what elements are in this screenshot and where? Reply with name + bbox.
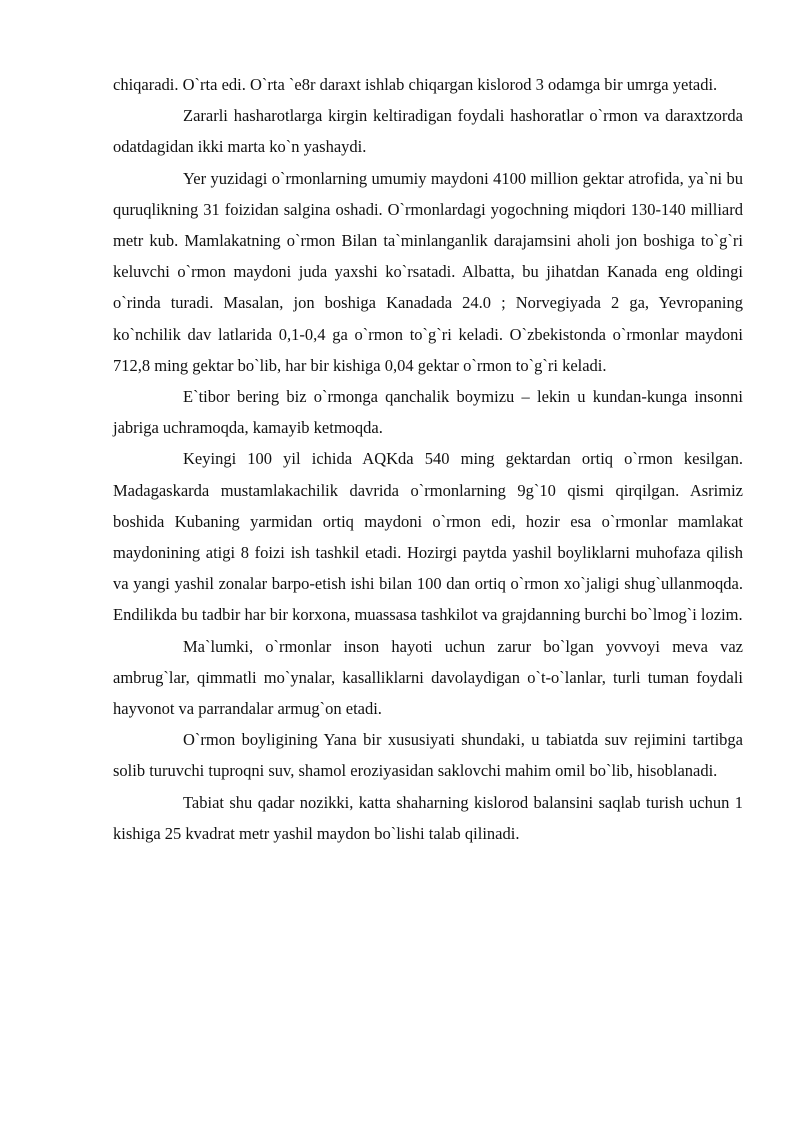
paragraph-8: Tabiat shu qadar nozikki, katta shaharning kislorod balansini saqlab turish uchun 1 kishiga 25 kvadrat metr yashil maydon bo`lishi talab qilinadi. bbox=[113, 792, 743, 843]
paragraph-1: chiqaradi. O`rta edi. O`rta `e8r daraxt ishlab chiqargan kislorod 3 odamga bir umrga yetadi. bbox=[113, 75, 718, 94]
paragraph-6: Ma`lumki, o`rmonlar inson hayoti uchun zarur bo`lgan yovvoyi meva vaz ambrug`lar, qimmatli mo`ynalar, kasalliklarni davolaydigan o`t-o`lanlar, turli tuman foydali hayvonot va parrandalar armug`on etadi. bbox=[113, 636, 743, 719]
paragraph-4: E`tibor bering biz o`rmonga qanchalik boymizu – lekin u kundan-kunga insonni jabriga uchramoqda, kamayib ketmoqda. bbox=[113, 387, 743, 438]
paragraph-3: Yer yuzidagi o`rmonlarning umumiy maydoni 4100 million gektar atrofida, ya`ni bu quruqlikning 31 foizidan salgina oshadi. O`rmonlardagi yogochning miqdori 130-140 milliard metr kub. Mamlakatning o`rmon Bilan ta`minlanganlik darajamsini aholi jon boshiga to`g`ri keluvchi o`rmon maydoni juda yaxshi ko`rsatadi. Albatta, bu jihatdan Kanada eng oldingi o`rinda turadi. Masalan, jon boshiga Kanadada 24.0 ; Norvegiyada 2 ga, Yevropaning ko`nchilik dav latlarida 0,1-0,4 ga o`rmon to`g`ri keladi. O`zbekistonda o`rmonlar maydoni 712,8 ming gektar bo`lib, har bir kishiga 0,04 gektar o`rmon to`g`ri keladi. bbox=[113, 168, 743, 375]
paragraph-5: Keyingi 100 yil ichida AQKda 540 ming gektardan ortiq o`rmon kesilgan. Madagaskarda mustamlakachilik davrida o`rmonlarning 9g`10 qismi qirqilgan. Asrimiz boshida Kubaning yarmidan ortiq maydoni o`rmon edi, hozir esa o`rmonlar mamlakat maydonining atigi 8 foizi ish tashkil etadi. Hozirgi paytda yashil boyliklarni muhofaza qilish va yangi yashil zonalar barpo-etish ishi bilan 100 dan ortiq o`rmon xo`jaligi shug`ullanmoqda. Endilikda bu tadbir har bir korxona, muassasa tashkilot va grajdanning burchi bo`lmog`i lozim. bbox=[113, 449, 743, 625]
paragraph-7: O`rmon boyligining Yana bir xususiyati shundaki, u tabiatda suv rejimini tartibga solib turuvchi tuproqni suv, shamol eroziyasidan saklovchi mahim omil bo`lib, hisoblanadi. bbox=[113, 730, 743, 781]
paragraph-2: Zararli hasharotlarga kirgin keltiradigan foydali hashoratlar o`rmon va daraxtzorda odatdagidan ikki marta ko`n yashaydi. bbox=[113, 106, 743, 157]
